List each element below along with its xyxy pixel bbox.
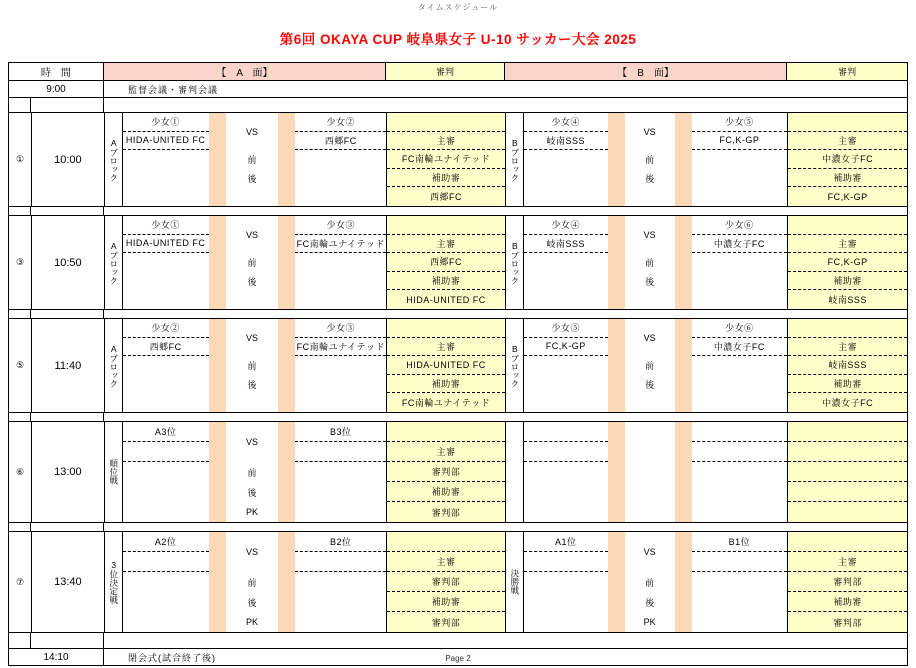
- block-label-a: Aブロック: [104, 216, 122, 309]
- opening-label: 監督会議・審判会議: [128, 84, 219, 95]
- team-cell: [295, 216, 386, 309]
- team-name: 岐南SSS: [524, 235, 608, 254]
- referee-role: 補助審: [788, 592, 907, 612]
- vs-label: [625, 422, 675, 462]
- opening-row: [9, 81, 907, 98]
- orange-strip: [608, 532, 625, 632]
- match-number: ⑤: [15, 360, 25, 370]
- orange-strip: [608, 216, 625, 309]
- first-half-label: 前: [247, 154, 257, 165]
- match-number: ⑦: [15, 576, 25, 587]
- orange-strip: [209, 216, 226, 309]
- orange-strip: [675, 216, 692, 309]
- spacer-row: [9, 207, 907, 215]
- vs-label: VS: [643, 126, 656, 137]
- orange-strip: [278, 532, 295, 632]
- team-name: [123, 552, 209, 572]
- team-name: 西郷FC: [295, 132, 386, 151]
- match-block-4: [9, 421, 907, 523]
- referee-team: 西郷FC: [387, 253, 505, 272]
- referee-role: [788, 442, 907, 462]
- orange-strip: [278, 319, 295, 412]
- first-half-label: 前: [645, 577, 655, 588]
- team-name: 岐南SSS: [524, 132, 608, 151]
- team-name: FC,K-GP: [524, 338, 608, 357]
- first-half-label: 前: [247, 360, 257, 371]
- team-seed: A2位: [123, 532, 209, 552]
- referee-cell-b: [787, 422, 907, 522]
- pk-label: [625, 290, 675, 309]
- vs-label: VS: [643, 332, 656, 343]
- second-half-label: 後: [247, 379, 257, 390]
- spacer-row: [9, 633, 907, 648]
- table-header-row: [9, 63, 907, 81]
- header-time: 時 間: [9, 63, 104, 80]
- team-name: [123, 442, 209, 462]
- referee-role: 主審: [387, 338, 505, 357]
- referee-role: 主審: [387, 132, 505, 151]
- referee-role: 補助審: [387, 272, 505, 291]
- referee-role: 主審: [387, 552, 505, 572]
- referee-team: 審判部: [788, 572, 907, 592]
- referee-team: 中濃女子FC: [788, 150, 907, 169]
- vs-label: VS: [245, 229, 258, 240]
- orange-strip: [608, 319, 625, 412]
- referee-cell-a: [386, 113, 505, 206]
- block-label-b: [505, 422, 523, 522]
- block-label-b: Bブロック: [505, 319, 523, 412]
- page-watermark: タイムスケジュール: [417, 3, 499, 12]
- orange-strip: [209, 113, 226, 206]
- pk-label: [226, 393, 279, 412]
- team-seed: A3位: [123, 422, 209, 442]
- team-cell: [122, 532, 209, 632]
- header-court-b: 【 B 面】: [505, 63, 787, 80]
- referee-cell-a: [386, 532, 505, 632]
- team-cell: [295, 319, 386, 412]
- referee-role: 補助審: [788, 272, 907, 291]
- page-number: Page 2: [445, 654, 471, 663]
- vs-label: VS: [245, 437, 258, 447]
- orange-strip: [209, 532, 226, 632]
- referee-role: 補助審: [387, 482, 505, 502]
- team-cell: [122, 319, 209, 412]
- team-name: 中濃女子FC: [692, 338, 788, 357]
- referee-role: 補助審: [788, 375, 907, 394]
- referee-team: FC,K-GP: [827, 191, 868, 202]
- team-seed: 少女⑥: [692, 216, 788, 235]
- second-half-label: 後: [645, 379, 655, 390]
- vs-label: VS: [245, 126, 258, 137]
- orange-strip: [209, 422, 226, 522]
- team-cell: [692, 113, 788, 206]
- team-seed: 少女③: [295, 319, 386, 338]
- vs-label: VS: [643, 229, 656, 240]
- spacer-row: [9, 413, 907, 421]
- referee-team: FC南輪ユナイテッド: [387, 150, 505, 169]
- team-seed: 少女④: [524, 216, 608, 235]
- pk-label: [625, 502, 675, 522]
- first-half-label: 前: [247, 467, 257, 478]
- referee-team: 西郷FC: [430, 192, 463, 203]
- team-name: [524, 442, 608, 462]
- vs-column: [625, 216, 675, 309]
- team-seed: [692, 422, 788, 442]
- team-name: FC,K-GP: [692, 132, 788, 151]
- vs-label: VS: [245, 332, 258, 343]
- referee-cell-b: [787, 319, 907, 412]
- spacer-row: [9, 98, 907, 112]
- referee-team: [788, 502, 907, 522]
- match-block-3: [9, 318, 907, 413]
- team-cell: [523, 422, 608, 522]
- referee-team: 審判部: [431, 617, 461, 628]
- referee-cell-b: [787, 113, 907, 206]
- referee-team: HIDA-UNITED FC: [406, 294, 486, 305]
- second-half-label: [625, 482, 675, 502]
- team-seed: 少女①: [123, 216, 209, 235]
- orange-strip: [675, 422, 692, 522]
- second-half-label: 後: [247, 173, 257, 184]
- referee-team: 審判部: [431, 507, 461, 518]
- block-label-a: 順位戦: [104, 422, 122, 522]
- team-cell: [122, 216, 209, 309]
- second-half-label: 後: [247, 487, 257, 498]
- team-name: [692, 442, 788, 462]
- referee-cell-a: [386, 216, 505, 309]
- team-seed: B1位: [692, 532, 788, 552]
- team-seed: 少女②: [123, 319, 209, 338]
- pk-label: [625, 187, 675, 206]
- team-cell: [523, 216, 608, 309]
- referee-role: 主審: [788, 132, 907, 151]
- first-half-label: 前: [247, 577, 257, 588]
- match-time: 11:40: [31, 319, 104, 412]
- referee-role: 主審: [387, 235, 505, 254]
- team-name: [524, 552, 608, 572]
- team-name: HIDA-UNITED FC: [123, 235, 209, 254]
- second-half-label: 後: [247, 597, 257, 608]
- match-block-5: [9, 531, 907, 633]
- match-number: ⑥: [15, 466, 25, 477]
- team-cell: [295, 532, 386, 632]
- match-time: 13:40: [31, 532, 104, 632]
- team-name: 西郷FC: [123, 338, 209, 357]
- team-cell: [692, 532, 788, 632]
- spacer-row: [9, 310, 907, 318]
- vs-label: VS: [245, 547, 258, 557]
- referee-role: 補助審: [788, 169, 907, 188]
- referee-team: [788, 462, 907, 482]
- pk-label: PK: [245, 507, 258, 517]
- vs-column: [226, 216, 279, 309]
- team-name: 中濃女子FC: [692, 235, 788, 254]
- team-cell: [692, 422, 788, 522]
- referee-team: HIDA-UNITED FC: [387, 356, 505, 375]
- closing-label: 閉会式(試合終了後): [128, 652, 216, 663]
- team-seed: [524, 422, 608, 442]
- orange-strip: [209, 319, 226, 412]
- referee-team: 審判部: [833, 617, 862, 628]
- schedule-table: [8, 62, 908, 666]
- match-number: ③: [15, 257, 25, 267]
- referee-team: 審判部: [387, 462, 505, 482]
- vs-column: [226, 319, 279, 412]
- team-seed: 少女⑤: [692, 113, 788, 132]
- referee-role: 補助審: [387, 592, 505, 612]
- team-name: HIDA-UNITED FC: [123, 132, 209, 151]
- match-block-1: [9, 112, 907, 207]
- team-name: FC南輪ユナイテッド: [295, 338, 386, 357]
- vs-label: VS: [643, 547, 656, 557]
- second-half-label: 後: [247, 276, 257, 287]
- team-seed: 少女⑥: [692, 319, 788, 338]
- opening-time: 9:00: [9, 81, 104, 97]
- team-name: FC南輪ユナイテッド: [295, 235, 386, 254]
- team-name: [295, 552, 386, 572]
- match-time: 10:00: [31, 113, 104, 206]
- team-name: [692, 552, 788, 572]
- team-cell: [692, 216, 788, 309]
- pk-label: PK: [643, 617, 656, 627]
- team-seed: 少女⑤: [524, 319, 608, 338]
- match-time: 10:50: [31, 216, 104, 309]
- pk-label: [226, 290, 279, 309]
- team-seed: B2位: [295, 532, 386, 552]
- referee-team: 岐南SSS: [788, 356, 907, 375]
- team-cell: [523, 319, 608, 412]
- second-half-label: 後: [645, 173, 655, 184]
- first-half-label: [625, 462, 675, 482]
- vs-column: [625, 113, 675, 206]
- orange-strip: [675, 319, 692, 412]
- header-referee-a: 審判: [386, 63, 505, 80]
- orange-strip: [675, 532, 692, 632]
- referee-team: 中濃女子FC: [822, 398, 874, 409]
- referee-team: 審判部: [387, 572, 505, 592]
- referee-team: FC,K-GP: [788, 253, 907, 272]
- referee-role: 主審: [387, 442, 505, 462]
- block-label-b: Bブロック: [505, 216, 523, 309]
- first-half-label: 前: [645, 154, 655, 165]
- block-label-b: Bブロック: [505, 113, 523, 206]
- vs-column: [625, 319, 675, 412]
- team-cell: [523, 532, 608, 632]
- vs-column: [226, 113, 279, 206]
- block-label-a: Aブロック: [104, 113, 122, 206]
- referee-cell-a: [386, 319, 505, 412]
- team-cell: [295, 422, 386, 522]
- team-cell: [523, 113, 608, 206]
- referee-role: 補助審: [387, 375, 505, 394]
- closing-time: 14:10: [9, 649, 104, 665]
- match-block-2: [9, 215, 907, 310]
- orange-strip: [278, 113, 295, 206]
- team-name: [295, 442, 386, 462]
- first-half-label: 前: [645, 360, 655, 371]
- first-half-label: 前: [645, 257, 655, 268]
- referee-role: 主審: [788, 338, 907, 357]
- pk-label: PK: [245, 617, 258, 627]
- orange-strip: [608, 422, 625, 522]
- match-time: 13:00: [31, 422, 104, 522]
- team-seed: 少女①: [123, 113, 209, 132]
- team-cell: [295, 113, 386, 206]
- second-half-label: 後: [645, 276, 655, 287]
- orange-strip: [278, 216, 295, 309]
- referee-role: 補助審: [387, 169, 505, 188]
- block-label-b: 決勝戦: [505, 532, 523, 632]
- second-half-label: 後: [645, 597, 655, 608]
- team-cell: [122, 422, 209, 522]
- pk-label: [625, 393, 675, 412]
- orange-strip: [278, 422, 295, 522]
- vs-column: [226, 532, 279, 632]
- pk-label: [226, 187, 279, 206]
- team-seed: 少女②: [295, 113, 386, 132]
- referee-cell-b: [787, 532, 907, 632]
- referee-team: 岐南SSS: [828, 295, 867, 306]
- referee-cell-a: [386, 422, 505, 522]
- team-cell: [692, 319, 788, 412]
- team-seed: B3位: [295, 422, 386, 442]
- orange-strip: [675, 113, 692, 206]
- vs-column: [625, 422, 675, 522]
- spacer-row: [9, 523, 907, 531]
- team-seed: A1位: [524, 532, 608, 552]
- referee-role: 主審: [788, 235, 907, 254]
- referee-cell-b: [787, 216, 907, 309]
- team-cell: [122, 113, 209, 206]
- header-court-a: 【 A 面】: [104, 63, 386, 80]
- block-label-a: Aブロック: [104, 319, 122, 412]
- orange-strip: [608, 113, 625, 206]
- referee-team: FC南輪ユナイテッド: [401, 398, 491, 409]
- referee-role: 主審: [788, 552, 907, 572]
- referee-role: [788, 482, 907, 502]
- vs-column: [226, 422, 279, 522]
- header-referee-b: 審判: [787, 63, 907, 80]
- team-seed: 少女③: [295, 216, 386, 235]
- team-seed: 少女④: [524, 113, 608, 132]
- first-half-label: 前: [247, 257, 257, 268]
- tournament-title: 第6回 OKAYA CUP 岐阜県女子 U-10 サッカー大会 2025: [279, 32, 637, 47]
- block-label-a: 3位決定戦: [104, 532, 122, 632]
- vs-column: [625, 532, 675, 632]
- match-number: ①: [15, 154, 25, 164]
